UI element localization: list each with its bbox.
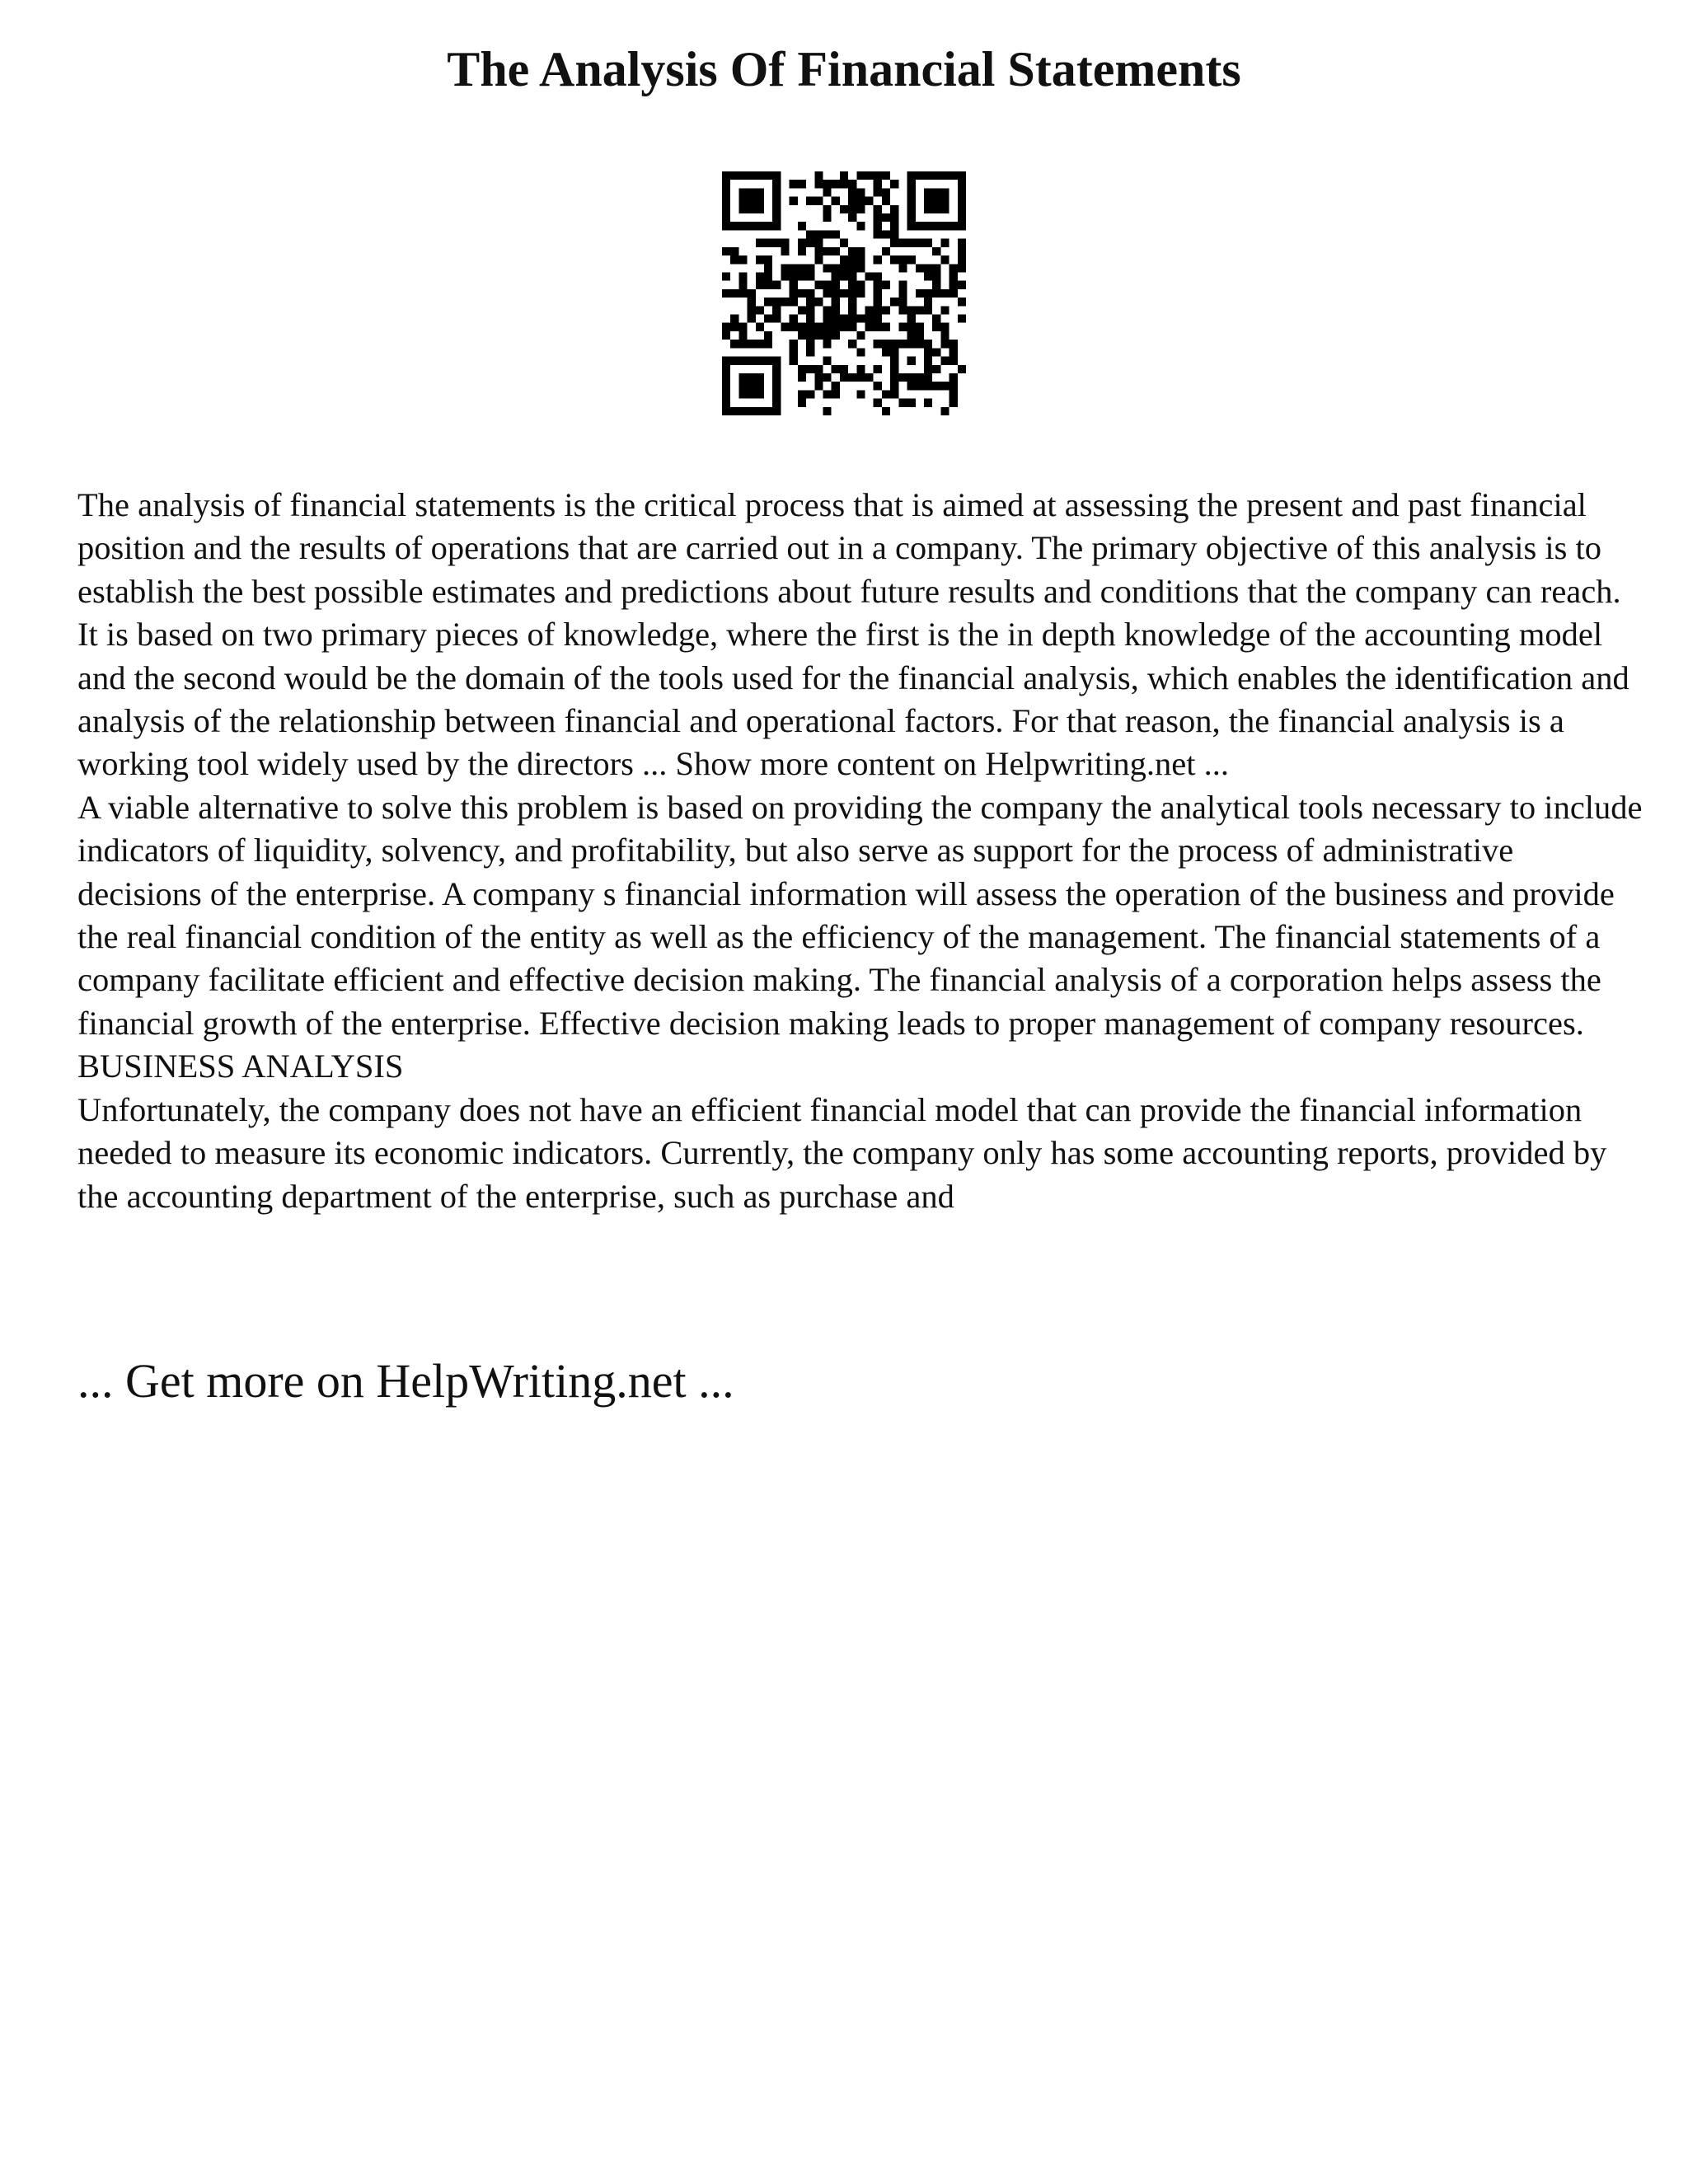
section-heading: BUSINESS ANALYSIS <box>77 1047 404 1085</box>
document-body <box>77 484 1643 1218</box>
paragraph-intro: The analysis of financial statements is the critical process that is aimed at assessing the present and past financial position and the results of operations that are carried out in a company. The primary objective of this analysis is to establish the best possible estimates and predictions about future results and conditions that the company can reach. It is based on two primary pieces of knowledge, where the first is the in depth knowledge of the accounting model and the second would be the domain of the tools used for the financial analysis, which enables the identification and analysis of the relationship between financial and operational factors. For that reason, the financial analysis is a working tool widely used by the directors ... Show more content on Helpwriting.net ... <box>77 486 1629 783</box>
paragraph-business: Unfortunately, the company does not have an efficient financial model that can provide the financial information needed to measure its economic indicators. Currently, the company only has some accounting reports, provided by the accounting department of the enterprise, such as purchase and <box>77 1090 1607 1215</box>
qr-code-icon <box>722 171 966 415</box>
paragraph-alternative: A viable alternative to solve this problem is based on providing the company the analytical tools necessary to include indicators of liquidity, solvency, and profitability, but also serve as support for the process of administrative decisions of the enterprise. A company s financial information will assess the operation of the business and provide the real financial condition of the entity as well as the efficiency of the management. The financial statements of a company facilitate efficient and effective decision making. The financial analysis of a corporation helps assess the financial growth of the enterprise. Effective decision making leads to proper management of company resources. <box>77 788 1643 1042</box>
document-title: The Analysis Of Financial Statements <box>447 42 1241 96</box>
get-more-link[interactable]: ... Get more on HelpWriting.net ... <box>77 1354 734 1408</box>
